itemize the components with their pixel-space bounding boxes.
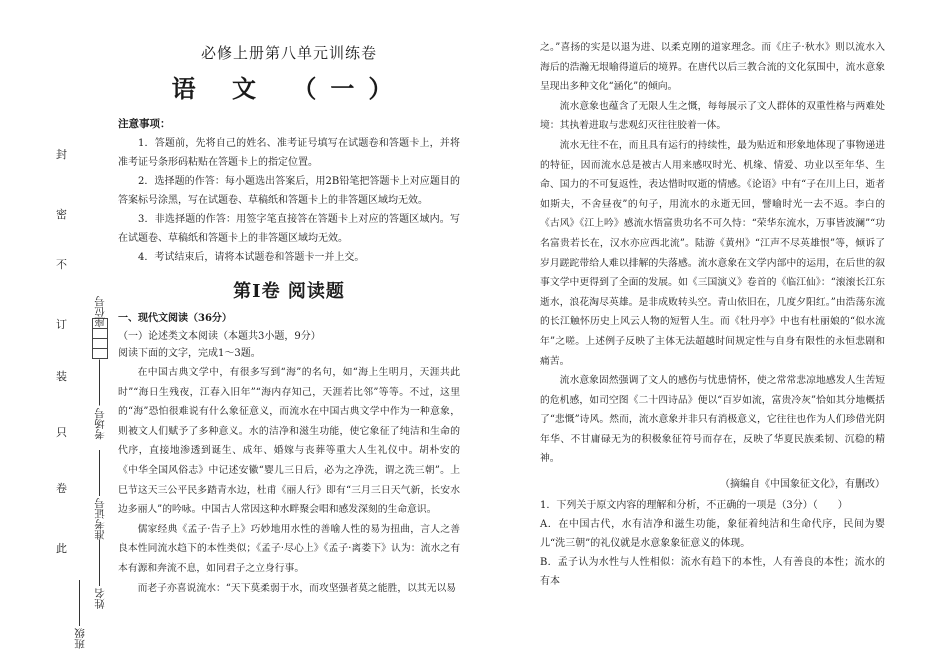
notice-item: 2．选择题的作答：每小题选出答案后，用2B铅笔把答题卡上对应题目的答案标号涂黑，写在试题卷、草稿纸和答题卡上的非答题区域均无效。 — [118, 176, 460, 206]
binding-char: 密 — [56, 208, 67, 221]
notice-item: 1．答题前，先将自己的姓名、准考证号填写在试题卷和答题卡上，并将准考证号条形码粘贴在答题卡上的指定位置。 — [118, 138, 460, 168]
binding-char: 封 — [56, 148, 67, 161]
passage-paragraph: 流水无往不在，而且具有运行的持续性，最为贴近和形象地体现了事物递进的特征，因而流水总是被古人用来感叹时光、机缘、情爱、功业以至年华、生命、国力的不可复返性，表达惜时叹逝的情感。《论语》中有“子在川上曰，逝者如斯夫，不舍昼夜”的句子，用流水的永逝无回，譬喻时光一去不返。李白的《古风》《江上吟》感流水悟富贵功名不可久恃：“荣华东流水，万事皆波澜”“功名富贵若长在，汉水亦应西北流”。陆游《黄州》“江声不尽英雄恨”等，倾诉了岁月蹉跎带给人难以排解的失落感。流水意象在文学内部中的运用，在后世的叙事文学中更得到了全面的发展。如《三国演义》卷首的《临江仙》：“滚滚长江东逝水，浪花淘尽英雄。是非成败转头空。青山依旧在，几度夕阳红。”由浩荡东流的长江触怀历史上风云人物的短暂人生。而《牡丹亭》中也有杜丽娘的“似水流年”之嗟。上述例子反映了主体无法超越时间规定性与自身有限性的永恒悲剧和痛苦。 — [540, 139, 885, 367]
notice-item: 3．非选择题的作答：用签字笔直接答在答题卡上对应的答题区域内。写在试题卷、草稿纸和答题卡上的非答题区域均无效。 — [118, 214, 460, 244]
section-title: 第Ⅰ卷 阅读题 — [233, 281, 345, 302]
binding-char: 不 — [56, 258, 67, 271]
binding-char: 卷 — [56, 482, 67, 495]
notice-item: 4．考试结束后，请将本试题卷和答题卡一并上交。 — [138, 252, 365, 263]
subpart-heading: （一）论述类文本阅读（本题共3小题，9分） — [118, 331, 321, 342]
part-heading: 一、现代文阅读（36分） — [118, 313, 232, 324]
binding-char: 此 — [56, 542, 67, 555]
exam-room-field[interactable]: 考场号 — [92, 360, 107, 440]
passage-paragraph: 流水意象也蕴含了无限人生之慨，每每展示了文人群体的双重性格与两难处境：其执着进取与悲观幻灭往往胶着一体。 — [540, 100, 885, 132]
class-field[interactable]: 班级 — [72, 580, 87, 649]
binding-margin — [0, 0, 110, 671]
passage-paragraph: 而老子亦喜说流水：“天下莫柔弱于水，而攻坚强者莫之能胜，以其无以易 — [137, 582, 457, 594]
right-column — [540, 38, 885, 591]
passage-paragraph: 儒家经典《孟子·告子上》巧妙地用水性的善喻人性的易为扭曲，言人之善良本性同流水趋下的本性类似；《孟子·尽心上》《孟子·离娄下》认为：流水之有本有源和奔流不息，如同君子之立身行事。 — [118, 523, 460, 574]
reading-instruction: 阅读下面的文字，完成1～3题。 — [118, 348, 261, 359]
binding-char: 订 — [56, 318, 67, 331]
question-stem: 1．下列关于原文内容的理解和分析，不正确的一项是（3分）（ ） — [540, 500, 848, 512]
binding-char: 装 — [56, 370, 67, 383]
answer-option-b: B．孟子认为水性与人性相似：流水有趋下的本性，人有善良的本性；流水的有本 — [540, 557, 885, 588]
left-column — [118, 38, 460, 598]
passage-paragraph: 在中国古典文学中，有很多写到“海”的名句，如“海上生明月，天涯共此时”“海日生残夜，江春入旧年”“海内存知己，天涯若比邻”等等。不过，这里的“海”恐怕很难说有什么象征意义，而流水在中国古典文学中作为一种意象，则被文人们赋予了多种意义。水的洁净和滋生功能，使它象征了纯洁和生命的代序，直接地渗透到诞生、成年、婚嫁与丧葬等重大人生礼仪中。胡朴安的《中华全国风俗志》中记述安徽“婴儿三日后，必为之净洗，谓之洗三朝”。上巳节这天三公平民多踏青水边，杜甫《丽人行》即有“三月三日天气新，长安水边多丽人”的吟咏。中国古人常因这种水畔聚会唱和感发深刻的生命意识。 — [118, 367, 460, 516]
passage-paragraph: 之。”喜扬的实是以退为进、以柔克刚的道家理念。而《庄子·秋水》则以流水入海后的浩瀚无垠喻得道后的境界。在唐代以后三教合流的文化氛围中，流水意象呈现出多种文化“涵化”的倾向。 — [540, 42, 885, 93]
answer-option-a: A．在中国古代，水有洁净和滋生功能，象征着纯洁和生命代序，民间为婴儿“洗三朝”的礼仪就是水意象象征意义的体现。 — [540, 519, 885, 550]
passage-paragraph: 流水意象固然强调了文人的感伤与忧患情怀，使之常常悲凉地感发人生苦短的危机感，如司空图《二十四诗品》便以“百岁如流，富贵冷灰”恰如其分地概括了“悲慨”诗风。然而，流水意象并非只有消极意义，它往往也作为人们珍借光阴年华、不甘庸碌无为的积极象征符号而存在，反映了华夏民族柔韧、沉稳的精神。 — [540, 375, 885, 465]
exam-subtitle: 必修上册第八单元训练卷 — [200, 44, 377, 62]
passage-source: （摘编自《中国象征文化》，有删改） — [720, 479, 885, 491]
seat-number-label: 座位号 — [94, 296, 106, 328]
exam-id-field[interactable]: 准考证号 — [92, 450, 107, 540]
name-field[interactable]: 姓名 — [92, 540, 107, 609]
exam-title: 语 文 （一） — [171, 74, 407, 103]
binding-char: 只 — [56, 426, 67, 439]
notice-title: 注意事项： — [118, 118, 171, 130]
